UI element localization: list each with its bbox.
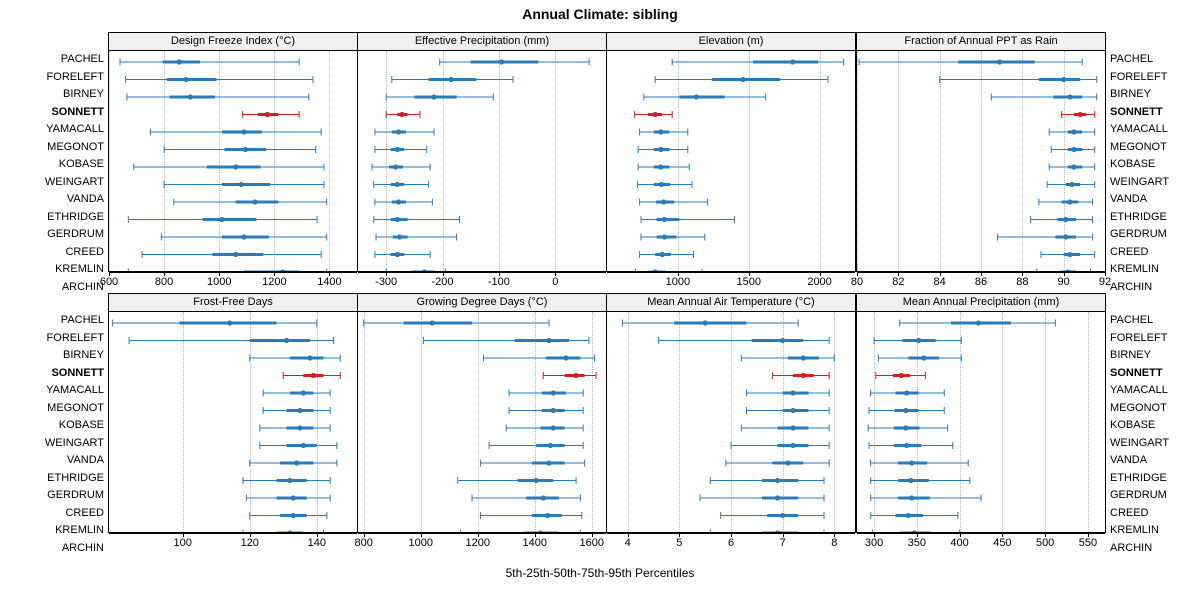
axis-tick-label: 140 [307,537,326,549]
boxplot-row-kremlin [243,530,323,533]
site-label-megonot: MEGONOT [1110,401,1167,414]
axis-tick-label: 1200 [262,276,287,288]
x-axis [607,272,855,294]
boxplot-row-yamacall [375,129,434,136]
axis-tick-label: 2000 [807,276,832,288]
site-label-yamacall: YAMACALL [46,123,104,135]
panel-title: Growing Degree Days (°C) [358,294,606,312]
series-layer [109,51,357,271]
axis-tick-label: 6 [727,537,735,549]
site-label-gerdrum: GERDRUM [1110,489,1167,501]
boxplot-row-megonot [638,146,688,153]
axis-tick-label: 800 [354,537,373,549]
boxplot-row-ethridge [641,216,735,223]
site-label-gerdrum: GERDRUM [47,489,104,501]
panel-plot-area [607,312,855,532]
panel-title: Fraction of Annual PPT as Rain [857,33,1105,51]
boxplot-row-megonot [263,407,330,414]
panel-fraction-of-annual-ppt-as-rain [856,32,1106,272]
site-label-weingart: WEINGART [1110,436,1170,449]
axis-tick-label: 350 [907,537,927,549]
boxplot-row-sonnett [772,372,829,379]
site-label-pachel: PACHEL [1110,53,1154,65]
axis-tick-label: 86 [974,276,988,288]
boxplot-row-creed [481,512,582,519]
axis-tick-label: 1400 [317,276,342,288]
site-label-ethridge: ETHRIDGE [47,471,104,484]
boxplot-row-creed [250,512,327,519]
panel-title: Design Freeze Index (°C) [109,33,357,51]
panel-title: Frost-Free Days [109,294,357,312]
axis-tick-label: 0 [552,276,559,288]
site-label-weingart: WEINGART [44,175,104,188]
site-label-kobase: KOBASE [58,158,104,170]
x-axis [358,272,606,294]
site-label-vanda: VANDA [1110,454,1148,466]
site-label-archin: ARCHIN [1110,280,1153,293]
site-label-kremlin: KREMLIN [1110,263,1159,275]
chart-footer-caption: 5th-25th-50th-75th-95th Percentiles [505,566,695,580]
axis-tick-label: 1200 [465,537,490,549]
axis-tick-label: 88 [1016,276,1029,288]
axis-line [109,272,357,273]
boxplot-row-yamacall [263,390,330,397]
boxplot-row-pachel [112,320,316,327]
boxplot-row-foreleft [126,76,313,83]
boxplot-row-ethridge [374,216,460,223]
site-labels-left-row1 [0,51,104,296]
boxplot-row-ethridge [128,216,317,223]
boxplot-row-kremlin [635,269,702,272]
series-layer [607,312,855,532]
site-label-weingart: WEINGART [44,436,104,449]
boxplot-row-weingart [260,442,337,449]
panel-design-freeze-index-c [108,32,358,272]
site-label-pachel: PACHEL [60,53,104,65]
axis-tick-label: 84 [933,276,946,288]
site-label-birney: BIRNEY [63,349,104,361]
site-label-birney: BIRNEY [1110,349,1151,361]
boxplot-row-weingart [374,181,429,188]
site-label-birney: BIRNEY [1110,88,1151,100]
boxplot-row-yamacall [640,129,688,136]
axis-line [109,533,357,534]
site-label-ethridge: ETHRIDGE [1110,210,1167,223]
boxplot-row-gerdrum [700,495,824,502]
site-label-birney: BIRNEY [63,88,104,100]
panel-title: Elevation (m) [607,33,855,51]
boxplot-row-weingart [489,442,583,449]
boxplot-row-megonot [747,407,830,414]
boxplot-row-weingart [164,181,324,188]
boxplot-row-sonnett [543,372,596,379]
boxplot-row-sonnett [635,111,673,118]
series-layer [857,51,1105,271]
axis-tick-label: 82 [892,276,905,288]
boxplot-row-birney [991,94,1096,101]
axis-tick-label: 1500 [736,276,761,288]
axis-tick-label: 1600 [579,537,604,549]
site-label-yamacall: YAMACALL [46,384,104,396]
panel-plot-area [358,312,606,532]
boxplot-row-pachel [364,320,549,327]
x-axis [109,533,357,555]
axis-tick-label: 400 [950,537,969,549]
boxplot-row-megonot [1051,146,1094,153]
boxplot-row-birney [878,355,961,362]
x-axis [857,533,1105,555]
series-layer [857,312,1105,532]
boxplot-row-birney [127,94,309,101]
boxplot-row-ethridge [710,477,824,484]
series-layer [607,51,855,271]
axis-line [607,272,855,273]
boxplot-row-vanda [640,199,708,206]
x-axis [99,272,357,294]
boxplot-row-megonot [164,146,316,153]
boxplot-row-kobase [1049,164,1094,171]
boxplot-row-birney [386,94,493,101]
boxplot-row-gerdrum [871,495,981,502]
site-label-sonnett: SONNETT [1110,105,1163,118]
boxplot-row-sonnett [1062,111,1095,118]
site-label-yamacall: YAMACALL [1110,123,1168,135]
site-label-foreleft: FORELEFT [46,70,104,83]
panel-title: Mean Annual Precipitation (mm) [857,294,1105,312]
boxplot-row-megonot [869,407,944,414]
axis-line [358,533,606,534]
boxplot-row-kremlin [1037,269,1091,272]
page-title: Annual Climate: sibling [522,6,678,22]
site-label-weingart: WEINGART [1110,175,1170,188]
axis-tick-label: 1000 [206,276,232,288]
boxplot-row-sonnett [386,111,420,118]
boxplot-row-kobase [506,425,583,432]
panel-plot-area [857,312,1105,532]
site-label-megonot: MEGONOT [1110,140,1167,153]
axis-tick-label: 500 [1035,537,1055,549]
panel-plot-area [109,51,357,271]
panel-plot-area [607,51,855,271]
boxplot-row-vanda [481,460,585,467]
boxplot-row-vanda [1039,199,1093,206]
boxplot-row-foreleft [424,337,589,344]
boxplot-row-kremlin [872,530,959,533]
axis-tick-label: 1000 [408,537,433,549]
boxplot-row-ethridge [871,477,970,484]
axis-tick-label: 7 [779,537,786,549]
boxplot-row-pachel [440,59,589,66]
site-label-creed: CREED [1110,506,1149,519]
boxplot-row-creed [640,251,694,258]
site-label-creed: CREED [1110,245,1149,258]
boxplot-row-sonnett [876,372,926,379]
axis-tick-label: 90 [1057,276,1070,288]
axis-tick-label: 1000 [665,276,691,288]
axis-tick-label: -200 [431,276,454,288]
boxplot-row-weingart [1047,181,1095,188]
axis-tick-label: 1400 [522,537,547,549]
panel-frost-free-days [108,293,358,533]
boxplot-row-vanda [174,199,327,206]
boxplot-row-yamacall [509,390,583,397]
site-label-sonnett: SONNETT [1110,366,1163,379]
boxplot-row-birney [741,355,834,362]
x-axis [607,533,855,555]
boxplot-row-yamacall [747,390,830,397]
boxplot-row-creed [721,512,824,519]
boxplot-row-pachel [623,320,799,327]
boxplot-row-pachel [672,59,843,66]
boxplot-row-gerdrum [376,234,457,241]
panel-plot-area [358,51,606,271]
axis-tick-label: 100 [173,537,192,549]
axis-tick-label: 4 [624,537,631,549]
axis-tick-label: -300 [375,276,398,288]
boxplot-row-creed [871,512,958,519]
site-label-sonnett: SONNETT [51,366,104,379]
boxplot-row-kremlin [461,530,581,533]
axis-tick-label: 550 [1078,537,1098,549]
x-axis [354,533,606,555]
site-label-gerdrum: GERDRUM [1110,228,1167,240]
site-labels-left-row2 [0,312,104,557]
axis-tick-label: -100 [487,276,510,288]
boxplot-row-birney [644,94,766,101]
site-label-kremlin: KREMLIN [55,263,104,275]
site-label-pachel: PACHEL [1110,314,1154,326]
axis-tick-label: 600 [99,276,119,288]
axis-tick-label: 300 [864,537,884,549]
boxplot-row-foreleft [940,76,1097,83]
boxplot-row-birney [250,355,340,362]
axis-line [857,533,1105,534]
axis-tick-label: 8 [831,537,838,549]
boxplot-row-vanda [726,460,829,467]
boxplot-row-gerdrum [472,495,580,502]
site-label-foreleft: FORELEFT [46,331,104,344]
panel-elevation-m [606,32,856,272]
boxplot-row-birney [483,355,594,362]
site-label-megonot: MEGONOT [47,140,104,153]
boxplot-row-weingart [731,442,829,449]
boxplot-row-kremlin [710,530,824,533]
axis-line [358,272,606,273]
site-label-archin: ARCHIN [61,541,104,554]
boxplot-row-foreleft [129,337,333,344]
site-label-vanda: VANDA [66,454,104,466]
boxplot-row-gerdrum [641,234,705,241]
site-label-ethridge: ETHRIDGE [47,210,104,223]
site-label-sonnett: SONNETT [51,105,104,118]
boxplot-row-kobase [134,164,324,171]
site-label-pachel: PACHEL [60,314,104,326]
panel-mean-annual-air-temperature-c [606,293,856,533]
site-label-ethridge: ETHRIDGE [1110,471,1167,484]
boxplot-row-kobase [372,164,430,171]
series-layer [358,51,606,271]
boxplot-row-kremlin [386,269,445,272]
site-label-vanda: VANDA [1110,193,1148,205]
boxplot-row-sonnett [243,111,299,118]
site-label-gerdrum: GERDRUM [47,228,104,240]
x-axis [850,272,1112,294]
axis-tick-label: 800 [154,276,174,288]
site-label-kremlin: KREMLIN [55,524,104,536]
axis-tick-label: 450 [993,537,1012,549]
boxplot-row-vanda [375,199,432,206]
boxplot-row-gerdrum [161,234,326,241]
site-label-kobase: KOBASE [1110,419,1156,431]
site-label-archin: ARCHIN [1110,541,1153,554]
boxplot-row-yamacall [871,390,945,397]
site-label-yamacall: YAMACALL [1110,384,1168,396]
site-label-kobase: KOBASE [1110,158,1156,170]
boxplot-row-megonot [509,407,583,414]
boxplot-row-weingart [869,442,953,449]
site-label-foreleft: FORELEFT [1110,331,1168,344]
boxplot-row-gerdrum [998,234,1093,241]
panel-mean-annual-precipitation-mm [856,293,1106,533]
series-layer [358,312,606,532]
panel-title: Mean Annual Air Temperature (°C) [607,294,855,312]
site-label-creed: CREED [65,506,104,519]
site-label-vanda: VANDA [66,193,104,205]
axis-tick-label: 92 [1098,276,1112,288]
boxplot-row-kobase [638,164,689,171]
series-layer [109,312,357,532]
site-label-megonot: MEGONOT [47,401,104,414]
boxplot-row-megonot [375,146,427,153]
boxplot-row-ethridge [458,477,576,484]
boxplot-row-creed [142,251,321,258]
panel-plot-area [109,312,357,532]
boxplot-row-yamacall [150,129,321,136]
boxplot-row-foreleft [874,337,961,344]
axis-tick-label: 5 [676,537,683,549]
panel-growing-degree-days-c [357,293,607,533]
site-labels-right-row1 [1110,51,1200,296]
boxplot-row-creed [375,251,430,258]
boxplot-row-vanda [871,460,968,467]
panel-plot-area [857,51,1105,271]
boxplot-row-foreleft [392,76,513,83]
boxplot-row-kobase [260,425,330,432]
axis-tick-label: 120 [240,537,259,549]
boxplot-row-weingart [637,181,692,188]
axis-tick-label: 80 [850,276,864,288]
site-label-creed: CREED [65,245,104,258]
panel-title: Effective Precipitation (mm) [358,33,606,51]
boxplot-row-ethridge [243,477,330,484]
boxplot-row-vanda [250,460,337,467]
boxplot-row-kremlin [128,269,326,272]
boxplot-row-pachel [120,59,299,66]
boxplot-row-kobase [868,425,948,432]
boxplot-row-pachel [900,320,1056,327]
boxplot-row-sonnett [283,372,340,379]
boxplot-row-ethridge [1031,216,1093,223]
boxplot-row-foreleft [655,76,828,83]
site-label-kremlin: KREMLIN [1110,524,1159,536]
boxplot-row-gerdrum [246,495,330,502]
site-label-kobase: KOBASE [58,419,104,431]
boxplot-row-creed [1041,251,1095,258]
boxplot-row-pachel [859,59,1082,66]
boxplot-row-foreleft [659,337,830,344]
site-label-archin: ARCHIN [61,280,104,293]
site-labels-right-row2 [1110,312,1200,557]
site-label-foreleft: FORELEFT [1110,70,1168,83]
panel-effective-precipitation-mm [357,32,607,272]
boxplot-row-yamacall [1049,129,1094,136]
boxplot-row-kobase [741,425,829,432]
